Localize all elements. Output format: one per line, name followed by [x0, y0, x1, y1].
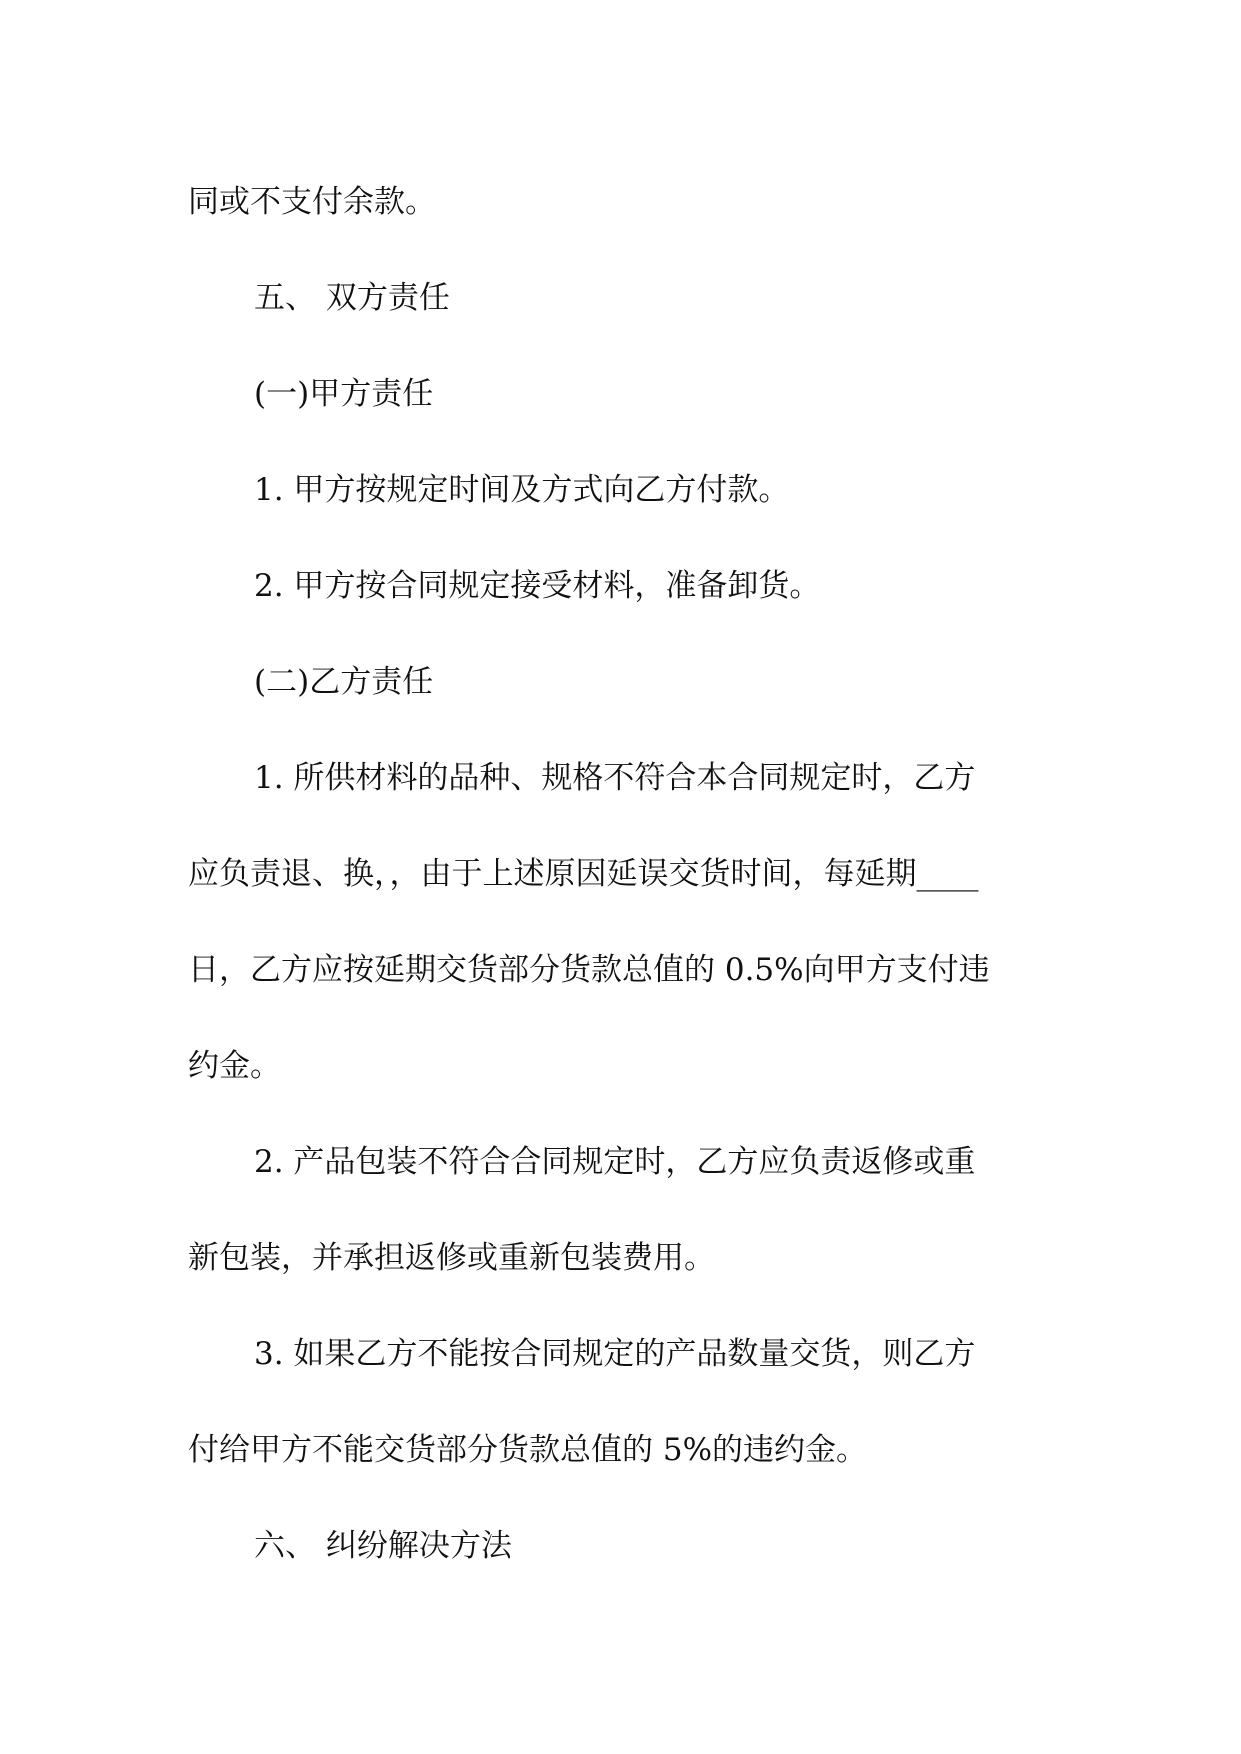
- section-heading-5: 五、 双方责任: [254, 280, 450, 316]
- party-b-item-1-line-2: 应负责退、换，，由于上述原因延误交货时间，每延期____: [188, 856, 979, 892]
- party-a-item-2: 2. 甲方按合同规定接受材料，准备卸货。: [254, 568, 821, 604]
- paragraph-line-1: 同或不支付余款。: [188, 184, 436, 220]
- party-b-item-2-line-1: 2. 产品包装不符合合同规定时，乙方应负责返修或重: [254, 1144, 976, 1180]
- party-b-item-3-line-1: 3. 如果乙方不能按合同规定的产品数量交货，则乙方: [254, 1336, 976, 1372]
- party-b-item-1-line-1: 1. 所供材料的品种、规格不符合本合同规定时，乙方: [254, 760, 976, 796]
- subsection-heading-party-a: (一)甲方责任: [254, 376, 434, 412]
- party-b-item-3-line-2: 付给甲方不能交货部分货款总值的 5%的违约金。: [188, 1432, 868, 1468]
- section-heading-6: 六、 纠纷解决方法: [254, 1528, 512, 1564]
- party-b-item-1-line-4: 约金。: [188, 1048, 281, 1084]
- party-a-item-1: 1. 甲方按规定时间及方式向乙方付款。: [254, 472, 790, 508]
- party-b-item-1-line-3: 日，乙方应按延期交货部分货款总值的 0.5%向甲方支付违: [188, 952, 990, 988]
- subsection-heading-party-b: (二)乙方责任: [254, 664, 434, 700]
- party-b-item-2-line-2: 新包装，并承担返修或重新包装费用。: [188, 1240, 715, 1276]
